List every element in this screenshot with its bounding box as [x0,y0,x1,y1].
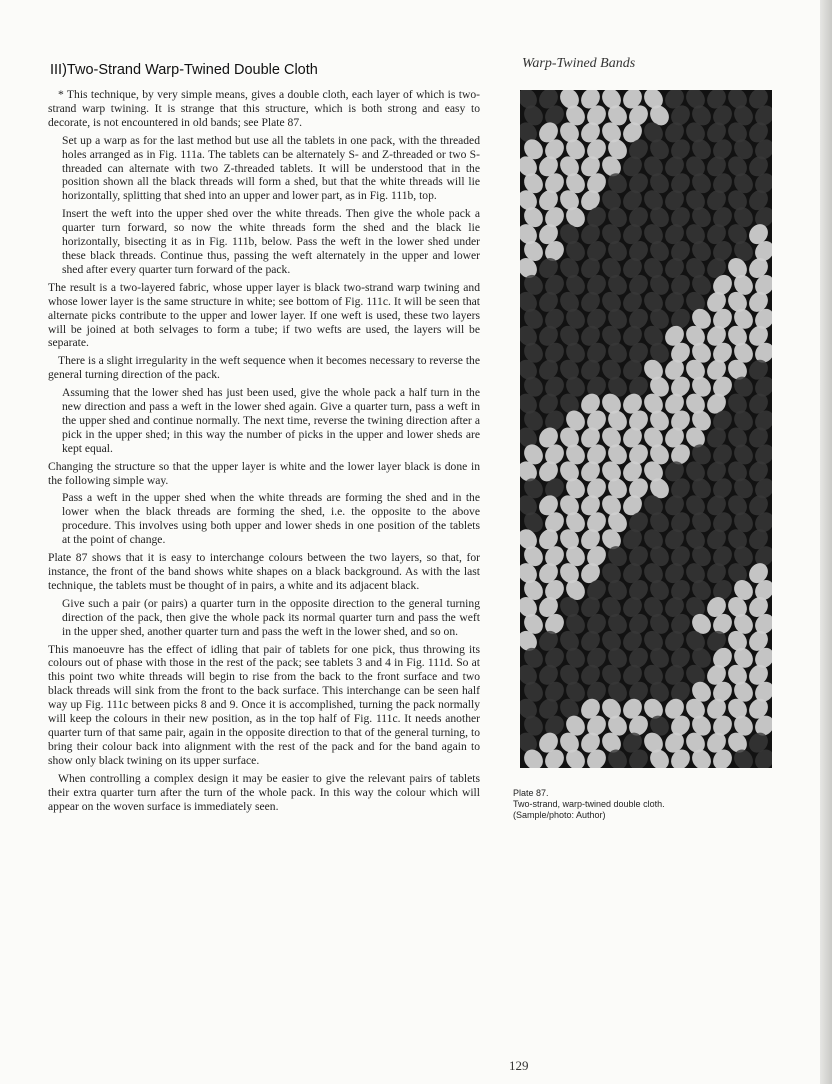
body-paragraph: * This technique, by very simple means, gives a double cloth, each layer of which is two-strand warp twining. It is strange that this structure, which is both strong and easy to decorate, is not encountered in old bands; see Plate 87. [48,88,480,129]
body-paragraph: The result is a two-layered fabric, whose upper layer is black two-strand warp twining and whose lower layer is the same structure in white; see bottom of Fig. 111c. It will be seen that alternate picks contribute to the upper and lower layer. If one weft is used, these two layers will be joined at both selvages to form a tube; if two wefts are used, the layers will be separate. [48,280,480,350]
plate-87-photo [520,90,772,768]
caption-label: Plate 87. [513,788,549,798]
woven-band-image [520,90,772,768]
body-paragraph: Changing the structure so that the upper layer is white and the lower layer black is done in the following simple way. [48,459,480,487]
caption-credit: (Sample/photo: Author) [513,810,606,820]
page-number: 129 [509,1058,529,1073]
running-head: Warp-Twined Bands [522,56,636,71]
body-paragraph: Pass a weft in the upper shed when the white threads are forming the shed and in the lower when the black threads are forming the shed, i.e. the opposite to the above procedure. This involves using both upper and lower sheds in one position of the tablets at the point of change. [62,491,480,547]
body-paragraph: Set up a warp as for the last method but use all the tablets in one pack, with the threaded holes arranged as in Fig. 111a. The tablets can be alternately S- and Z-threaded or two S-threaded can alternate with two Z-threaded tablets. It will be understood that in the position shown all the black threads will form a shed, but that the white threads will lie horizontally, splitting that shed into an upper and lower part, as in Fig. 111b, top. [62,133,480,203]
body-paragraph: Plate 87 shows that it is easy to interchange colours between the two layers, so that, for instance, the front of the band shows white shapes on a black background. As with the last technique, the tablets must be thought of in pairs, a white and its adjacent black. [48,551,480,592]
body-text-column [48,88,480,817]
caption-text: Two-strand, warp-twined double cloth. [513,799,665,809]
section-title: III)Two-Strand Warp-Twined Double Cloth [50,62,318,78]
body-paragraph: Give such a pair (or pairs) a quarter turn in the opposite direction to the general turning direction of the pack, then give the whole pack its normal quarter turn and pass the weft in the upper shed, another quarter turn and pass the weft in the lower shed, and so on. [62,596,480,638]
plate-caption [513,788,733,821]
body-paragraph: This manoeuvre has the effect of idling that pair of tablets for one pick, thus throwing its colours out of phase with those in the rest of the pack; see tablets 3 and 4 in Fig. 111d. So at this point two white threads will begin to rise from the back to the front surface and two black threads will sink from the front to the back surface. This interchange can be seen half way up Fig. 111c between picks 8 and 9. Once it is accomplished, turning the pack normally will keep the colours in their new position, as in the top half of Fig. 111c. It needs another quarter turn of that same pair, again in the opposite direction to that of the general turning, to bring their colour back into alignment with the rest of the pack and for the band again to show only black twining on its upper surface. [48,642,480,767]
body-paragraph: Insert the weft into the upper shed over the white threads. Then give the whole pack a quarter turn forward, so now the white threads form the shed and the black lie horizontally, bisecting it as in Fig. 111b, below. Pass the weft in the lower shed under these black threads. Continue thus, passing the weft alternately in the upper and lower shed after every quarter turn forward of the pack. [62,207,480,276]
body-paragraph: There is a slight irregularity in the weft sequence when it becomes necessary to reverse the general turning direction of the pack. [48,354,480,382]
body-paragraph: When controlling a complex design it may be easier to give the relevant pairs of tablets their extra quarter turn after the turn of the whole pack. In this way the colour which will appear on the woven surface is immediately seen. [48,771,480,813]
page-edge-shadow [820,0,832,1084]
body-paragraph: Assuming that the lower shed has just been used, give the whole pack a half turn in the new direction and pass a weft in the lower shed again. Give a quarter turn, pass a weft in the upper shed and continue normally. The next time, reverse the twining direction after a pick in the upper shed; in this way the number of picks in the upper and lower sheds are kept equal. [62,386,480,455]
